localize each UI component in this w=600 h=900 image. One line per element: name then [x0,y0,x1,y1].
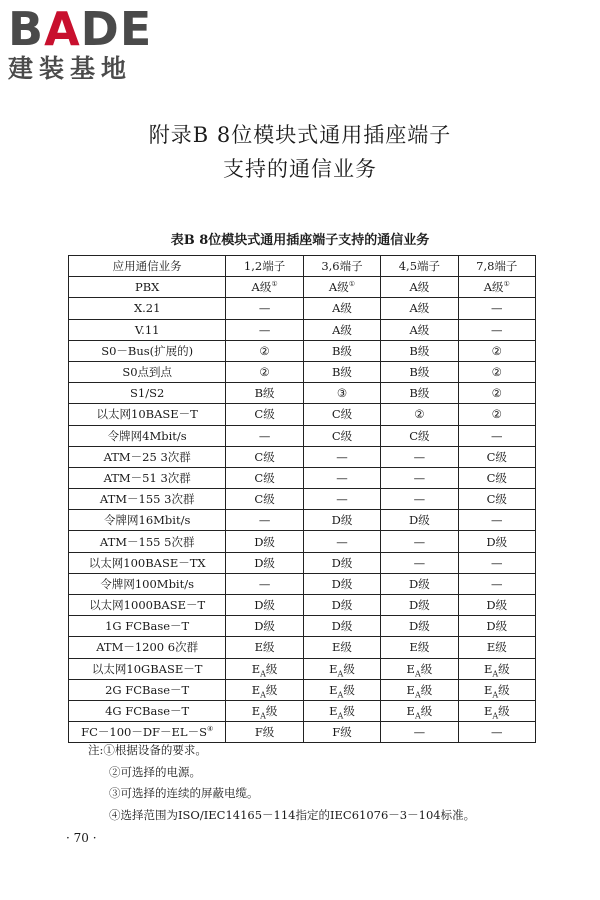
cell-pins-2: D级 [303,616,380,637]
cell-pins-4: — [458,722,535,743]
cell-pins-2: — [303,489,380,510]
cell-service: 令牌网16Mbit/s [69,510,226,531]
cell-pins-4: — [458,298,535,319]
cell-pins-3: $E_A$级 [381,658,458,679]
cell-pins-1: A级① [226,277,303,298]
cell-pins-3: A级 [381,298,458,319]
cell-pins-3: C级 [381,425,458,446]
cell-pins-3: D级 [381,595,458,616]
cell-pins-3: ② [381,404,458,425]
table-row [69,552,536,573]
cell-pins-4: — [458,573,535,594]
cell-pins-3: A级 [381,277,458,298]
table-row [69,595,536,616]
cell-pins-2: C级 [303,404,380,425]
cell-pins-2: E级 [303,637,380,658]
cell-pins-2: A级① [303,277,380,298]
cell-pins-3: — [381,489,458,510]
table-row [69,446,536,467]
cell-pins-2: $E_A$级 [303,700,380,721]
header-pins-7-8: 7,8端子 [458,256,535,277]
table-row [69,277,536,298]
table-row [69,425,536,446]
table-notes [88,740,475,826]
cell-pins-1: C级 [226,446,303,467]
table-row [69,616,536,637]
cell-pins-3: — [381,446,458,467]
cell-pins-4: — [458,510,535,531]
table-row [69,489,536,510]
cell-pins-2: — [303,531,380,552]
cell-pins-2: — [303,446,380,467]
cell-pins-2: D级 [303,595,380,616]
cell-pins-1: D级 [226,531,303,552]
cell-pins-4: ② [458,383,535,404]
cell-pins-1: C级 [226,404,303,425]
publisher-logo [8,2,183,84]
cell-service: 2G FCBase－T [69,679,226,700]
cell-service: 以太网1000BASE－T [69,595,226,616]
cell-pins-3: B级 [381,340,458,361]
cell-pins-4: $E_A$级 [458,658,535,679]
cell-pins-3: A级 [381,319,458,340]
cell-service: PBX [69,277,226,298]
cell-service: 以太网10GBASE－T [69,658,226,679]
cell-service: ATM－155 3次群 [69,489,226,510]
cell-pins-1: D级 [226,552,303,573]
cell-pins-4: ② [458,361,535,382]
cell-pins-1: — [226,298,303,319]
cell-pins-2: D级 [303,510,380,531]
header-pins-1-2: 1,2端子 [226,256,303,277]
cell-pins-4: E级 [458,637,535,658]
cell-pins-3: $E_A$级 [381,679,458,700]
cell-pins-2: A级 [303,319,380,340]
table-row [69,700,536,721]
cell-pins-4: C级 [458,489,535,510]
cell-pins-3: — [381,467,458,488]
cell-pins-2: C级 [303,425,380,446]
cell-service: 4G FCBase－T [69,700,226,721]
logo-brand: BADE [8,2,153,56]
cell-pins-4: — [458,319,535,340]
table-row [69,637,536,658]
cell-pins-1: ② [226,361,303,382]
cell-pins-1: C级 [226,489,303,510]
cell-pins-2: F级 [303,722,380,743]
cell-pins-4: ② [458,404,535,425]
cell-service: V.11 [69,319,226,340]
cell-pins-1: $E_A$级 [226,658,303,679]
cell-pins-4: ② [458,340,535,361]
cell-pins-1: F级 [226,722,303,743]
cell-pins-3: — [381,531,458,552]
appendix-title-line-1: 附录B 8位模块式通用插座端子 [148,123,452,147]
cell-pins-3: D级 [381,573,458,594]
table-header-row [69,256,536,277]
cell-pins-1: ② [226,340,303,361]
cell-pins-4: D级 [458,616,535,637]
cell-pins-3: D级 [381,616,458,637]
cell-pins-4: $E_A$级 [458,700,535,721]
cell-service: ATM－25 3次群 [69,446,226,467]
logo-subtitle: 建装基地 [8,54,133,83]
cell-service: ATM－1200 6次群 [69,637,226,658]
cell-service: 令牌网100Mbit/s [69,573,226,594]
cell-pins-3: B级 [381,383,458,404]
note-1: 注:①根据设备的要求。 [88,743,207,757]
cell-pins-4: — [458,425,535,446]
table-row [69,340,536,361]
table-row [69,467,536,488]
header-pins-3-6: 3,6端子 [303,256,380,277]
page-number: · 70 · [66,831,97,845]
cell-pins-3: — [381,552,458,573]
table-body [69,277,536,743]
cell-pins-3: — [381,722,458,743]
table-row [69,510,536,531]
logo-brand-accent: A [44,2,81,56]
note-2: ②可选择的电源。 [109,764,201,779]
cell-pins-1: $E_A$级 [226,679,303,700]
cell-pins-2: D级 [303,552,380,573]
cell-pins-1: — [226,573,303,594]
cell-pins-1: — [226,510,303,531]
cell-pins-2: B级 [303,361,380,382]
cell-pins-1: D级 [226,616,303,637]
cell-pins-3: D级 [381,510,458,531]
cell-pins-4: D级 [458,531,535,552]
appendix-title [0,118,600,186]
table-row [69,573,536,594]
table-row [69,319,536,340]
header-service: 应用通信业务 [69,256,226,277]
cell-service: X.21 [69,298,226,319]
cell-pins-2: — [303,467,380,488]
cell-pins-4: — [458,552,535,573]
cell-pins-4: $E_A$级 [458,679,535,700]
note-4: ④选择范围为ISO/IEC14165－114指定的IEC61076－3－104标准。 [109,807,476,822]
note-3: ③可选择的连续的屏蔽电缆。 [109,786,259,800]
cell-pins-3: E级 [381,637,458,658]
services-table [68,255,536,743]
header-pins-4-5: 4,5端子 [381,256,458,277]
cell-pins-4: C级 [458,446,535,467]
table-row [69,404,536,425]
cell-pins-2: $E_A$级 [303,679,380,700]
cell-pins-1: D级 [226,595,303,616]
table-caption: 表B 8位模块式通用插座端子支持的通信业务 [170,233,430,248]
table-row [69,383,536,404]
cell-pins-1: E级 [226,637,303,658]
cell-pins-1: C级 [226,467,303,488]
cell-service: S0－Bus(扩展的) [69,340,226,361]
cell-pins-2: B级 [303,340,380,361]
cell-service: S1/S2 [69,383,226,404]
table-row [69,658,536,679]
cell-pins-4: D级 [458,595,535,616]
cell-pins-1: B级 [226,383,303,404]
cell-pins-2: ③ [303,383,380,404]
cell-service: FC－100－DF－EL－S④ [69,722,226,743]
cell-pins-3: B级 [381,361,458,382]
cell-pins-2: A级 [303,298,380,319]
cell-pins-4: C级 [458,467,535,488]
table-row [69,679,536,700]
cell-pins-1: — [226,319,303,340]
table-row [69,298,536,319]
cell-pins-1: — [226,425,303,446]
cell-pins-3: $E_A$级 [381,700,458,721]
cell-service: 以太网10BASE－T [69,404,226,425]
cell-service: 以太网100BASE－TX [69,552,226,573]
table-row [69,361,536,382]
cell-service: ATM－155 5次群 [69,531,226,552]
cell-pins-1: $E_A$级 [226,700,303,721]
appendix-title-line-2: 支持的通信业务 [223,157,377,181]
cell-service: 令牌网4Mbit/s [69,425,226,446]
cell-pins-2: $E_A$级 [303,658,380,679]
cell-service: 1G FCBase－T [69,616,226,637]
table-row [69,531,536,552]
cell-service: S0点到点 [69,361,226,382]
cell-pins-2: D级 [303,573,380,594]
cell-service: ATM－51 3次群 [69,467,226,488]
cell-pins-4: A级① [458,277,535,298]
